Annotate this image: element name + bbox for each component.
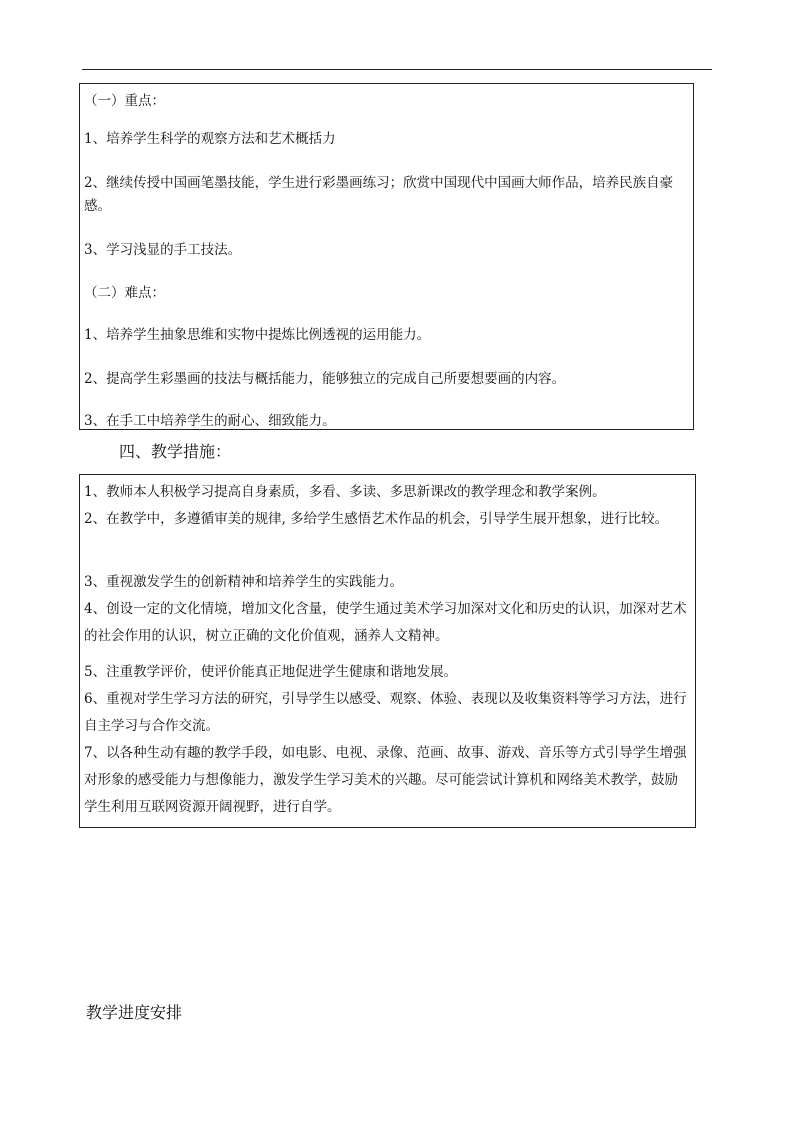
measure-item-2: 2、在教学中，多遵循审美的规律, 多给学生感悟艺术作品的机会，引导学生展开想象，进行比较。 <box>84 511 669 527</box>
focus-item-2: 2、继续传授中国画笔墨技能，学生进行彩墨画练习；欣赏中国现代中国画大师作品，培养民族自豪感。 <box>84 175 674 214</box>
focus-heading: （一）重点： <box>84 93 165 109</box>
focus-difficulty-box <box>79 83 694 430</box>
measure-item-4: 4、创设一定的文化情境，增加文化含量，使学生通过美术学习加深对文化和历史的认识，加深对艺术的社会作用的认识，树立正确的文化价值观，涵养人文精神。 <box>84 601 687 644</box>
measures-box <box>79 474 696 828</box>
measure-item-5: 5、注重教学评价，使评价能真正地促进学生健康和谐地发展。 <box>84 664 458 680</box>
measure-item-1: 1、教师本人积极学习提高自身素质，多看、多读、多思新课改的教学理念和教学案例。 <box>84 484 606 500</box>
difficulty-heading: （二）难点： <box>84 285 165 301</box>
measures-heading: 四、教学措施： <box>119 442 232 461</box>
measure-item-6: 6、重视对学生学习方法的研究，引导学生以感受、观察、体验、表现以及收集资料等学习方法，进行自主学习与合作交流。 <box>84 691 687 734</box>
schedule-heading: 教学进度安排 <box>86 1003 183 1022</box>
measure-item-7: 7、以各种生动有趣的教学手段，如电影、电视、录像、范画、故事、游戏、音乐等方式引导学生增强对形象的感受能力与想像能力，激发学生学习美术的兴趣。尽可能尝试计算机和网络美术教学，鼓励学生利用互联网资源开阔视野，进行自学。 <box>84 745 687 815</box>
measure-item-3: 3、重视激发学生的创新精神和培养学生的实践能力。 <box>84 574 404 590</box>
focus-item-3: 3、学习浅显的手工技法。 <box>84 242 242 258</box>
difficulty-item-3: 3、在手工中培养学生的耐心、细致能力。 <box>84 413 336 429</box>
header-rule <box>82 69 712 70</box>
focus-item-1: 1、培养学生科学的观察方法和艺术概括力 <box>84 131 336 147</box>
difficulty-item-1: 1、培养学生抽象思维和实物中提炼比例透视的运用能力。 <box>84 327 431 343</box>
difficulty-item-2: 2、提高学生彩墨画的技法与概括能力，能够独立的完成自己所要想要画的内容。 <box>84 371 566 387</box>
